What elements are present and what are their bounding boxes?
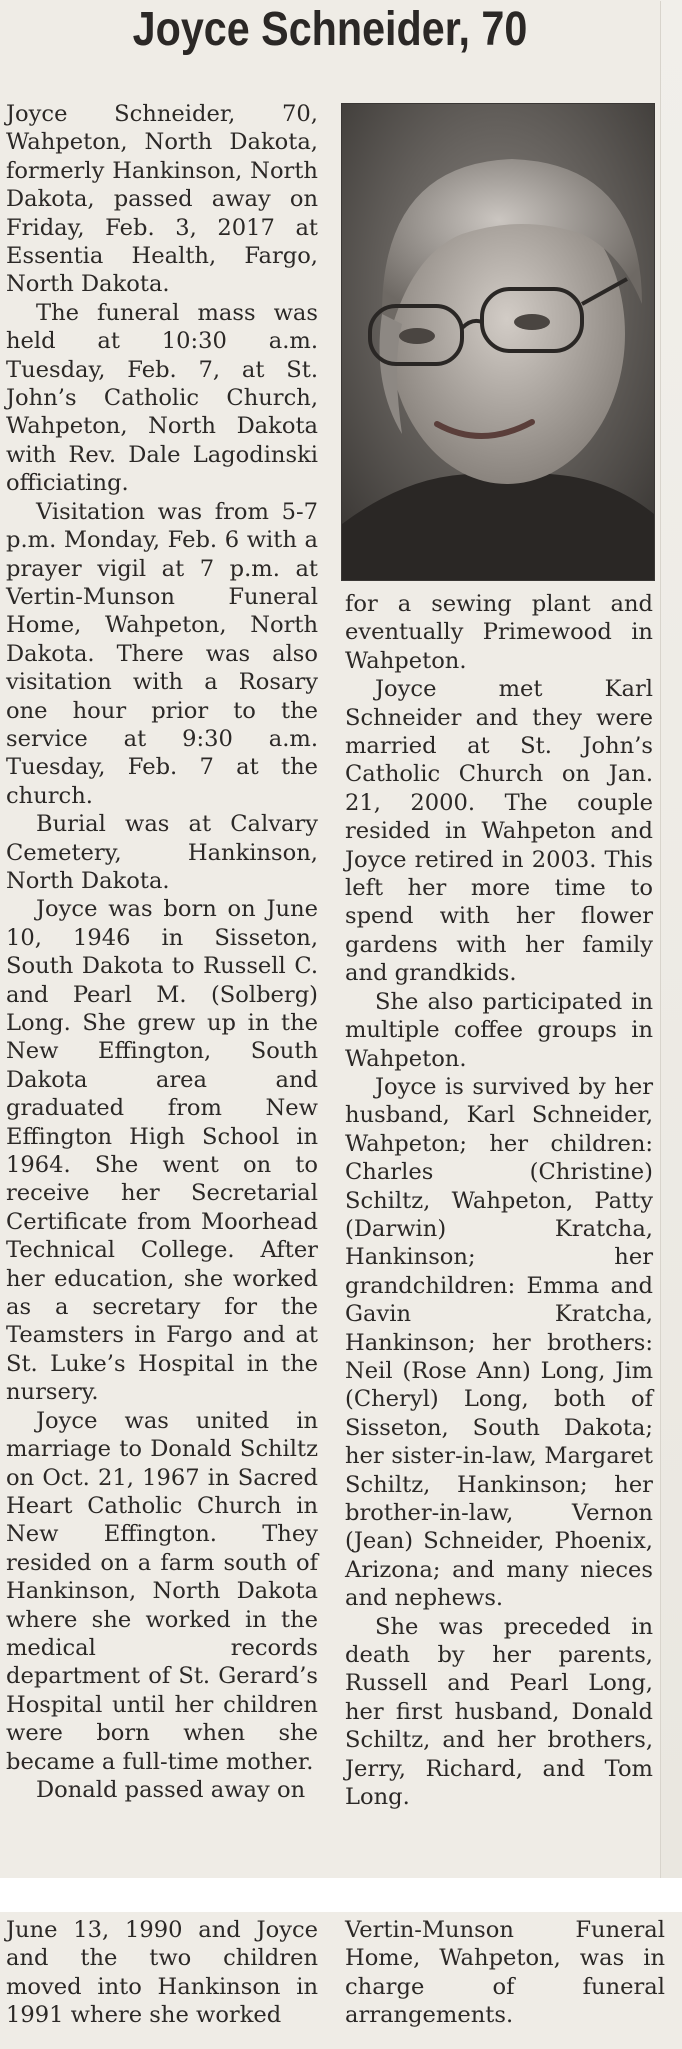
paragraph-moved-hankinson: June 13, 1990 and Joyce and the two children moved into Hankinson in 1991 where she worked <box>6 1917 318 2029</box>
paragraph-second-marriage: Joyce met Karl Schneider and they were married at St. John’s Catholic Church on Jan. 21, 2000. The couple resided in Wahpeton and Joyce retired in 2003. This left her more time to spend with her flower gardens with her family and grandkids. <box>345 676 653 987</box>
right-column <box>345 590 653 1811</box>
paragraph-sewing-plant: for a sewing plant and eventually Primewood in Wahpeton. <box>345 591 653 674</box>
paragraph-coffee-groups: She also participated in multiple coffee groups in Wahpeton. <box>345 988 653 1072</box>
paragraph-donald-passed: Donald passed away on <box>36 1776 306 1803</box>
portrait-illustration <box>342 104 654 580</box>
paragraph-visitation: Visitation was from 5-7 p.m. Monday, Feb. 6 with a prayer vigil at 7 p.m. at Vertin-Munson Funeral Home, Wahpeton, North Dakota. There was also visitation with a Rosary one hour prior to the service at 9:30 a.m. Tuesday, Feb. 7 at the church. <box>6 498 318 809</box>
paragraph-funeral-mass: The funeral mass was held at 10:30 a.m. Tuesday, Feb. 7, at St. John’s Catholic Church, Wahpeton, North Dakota with Rev. Dale Lagodinski officiating. <box>6 299 318 497</box>
bottom-right-column <box>345 1916 665 2030</box>
paper-gap <box>0 1878 682 1916</box>
paragraph-first-marriage: Joyce was united in marriage to Donald Schiltz on Oct. 21, 1967 in Sacred Heart Catholic Church in New Effington. They resided on a farm south of Hankinson, North Dakota where she worked in the medical records department of St. Gerard’s Hospital until her children were born when she became a full-time mother. <box>6 1407 318 1775</box>
left-column <box>6 100 318 1804</box>
paragraph-burial: Burial was at Calvary Cemetery, Hankinson, North Dakota. <box>6 811 318 894</box>
paragraph-preceded: She was preceded in death by her parents, Russell and Pearl Long, her first husband, Donald Schiltz, and her brothers, Jerry, Richard, and Tom Long. <box>345 1613 653 1811</box>
obituary-headline: Joyce Schneider, 70 <box>132 3 528 56</box>
paragraph-survivors: Joyce is survived by her husband, Karl Schneider, Wahpeton; her children: Charles (Christine) Schiltz, Wahpeton, Patty (Darwin) Kratcha, Hankinson; her grandchildren: Emma and Gavin Kratcha, Hankinson; her brothers: Neil (Rose Ann) Long, Jim (Cheryl) Long, both of Sisseton, South Dakota; her sister-in-law, Margaret Schiltz, Hankinson; her brother-in-law, Vernon (Jean) Schneider, Phoenix, Arizona; and many nieces and nephews. <box>345 1073 653 1612</box>
paragraph-funeral-home: Vertin-Munson Funeral Home, Wahpeton, was in charge of funeral arrangements. <box>345 1917 665 2029</box>
paragraph-death-notice: Joyce Schneider, 70, Wahpeton, North Dakota, formerly Hankinson, North Dakota, passed away on Friday, Feb. 3, 2017 at Essentia Health, Fargo, North Dakota. <box>6 101 318 298</box>
bottom-left-column <box>6 1916 318 2030</box>
paragraph-birth: Joyce was born on June 10, 1946 in Sisseton, South Dakota to Russell C. and Pearl M. (Solberg) Long. She grew up in the New Effington, South Dakota area and graduated from New Effington High School in 1964. She went on to receive her Secretarial Certificate from Moorhead Technical College. After her education, she worked as a secretary for the Teamsters in Fargo and at St. Luke’s Hospital in the nursery. <box>6 896 318 1406</box>
portrait-photo <box>341 103 655 581</box>
